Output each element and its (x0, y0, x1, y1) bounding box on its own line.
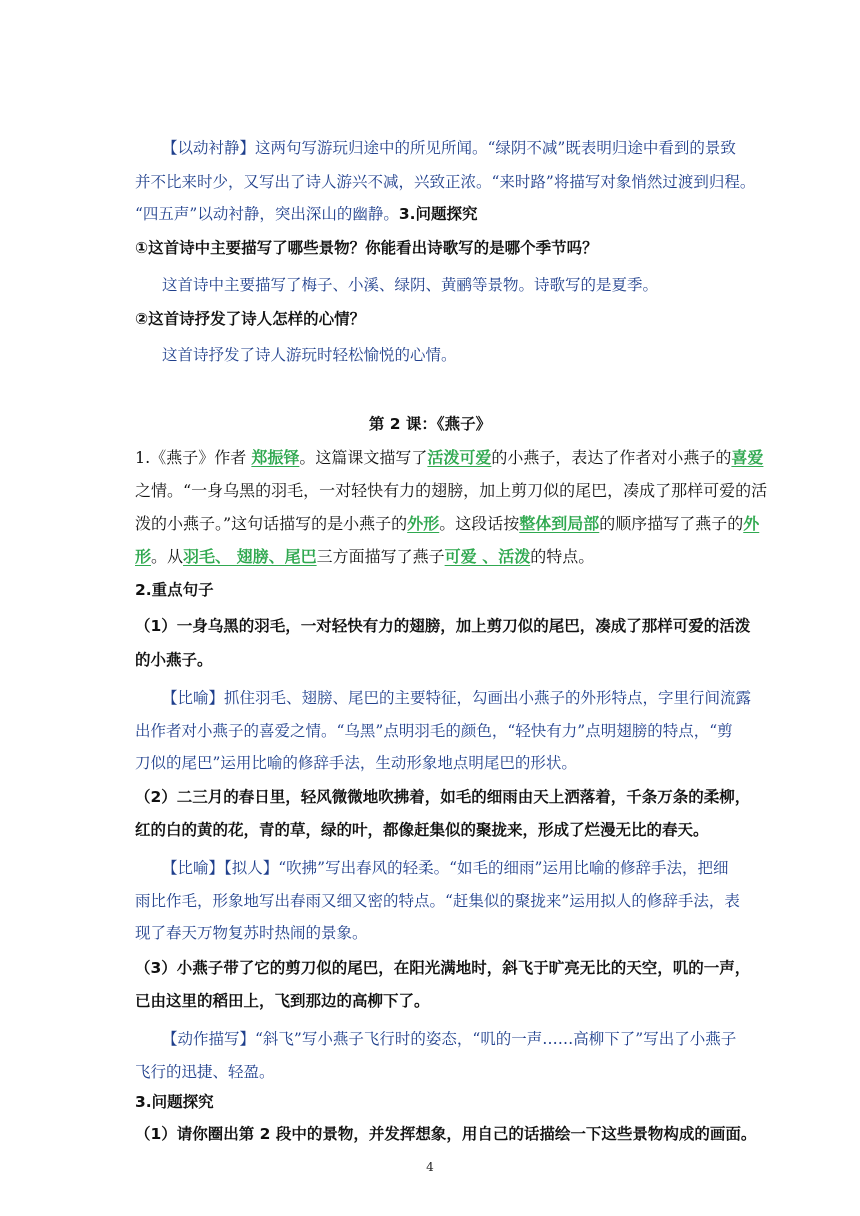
parts-answer: 羽毛、 翅膀、尾巴 (183, 547, 317, 566)
sentence-1-note-1: 【比喻】抓住羽毛、翅膀、尾巴的主要特征，勾画出小燕子的外形特点，字里行间流露 (162, 689, 752, 707)
lesson-paragraph-line-4 (135, 547, 594, 567)
text-fragment: 的特点。 (530, 547, 595, 566)
shape-answer-part-1: 外 (743, 514, 760, 533)
lesson-paragraph-line-2: 之情。“一身乌黑的羽毛，一对轻快有力的翅膀，加上剪刀似的尾巴，凑成了那样可爱的活 (135, 481, 768, 500)
text-fragment: 。这段话按 (439, 514, 520, 533)
page-number: 4 (426, 1160, 434, 1174)
question-1: ①这首诗中主要描写了哪些景物？你能看出诗歌写的是哪个季节吗？ (135, 239, 598, 257)
text-fragment: 三方面描写了燕子 (316, 547, 445, 566)
order-answer: 整体到局部 (519, 514, 600, 533)
explore-question-1: （1）请你圈出第 2 段中的景物，并发挥想象，用自己的话描绘一下这些景物构成的画面。 (135, 1125, 757, 1143)
intro-line-3 (135, 204, 478, 224)
sentence-2-note-1: 【比喻】【拟人】“吹拂”写出春风的轻柔。“如毛的细雨”运用比喻的修辞手法，把细 (162, 859, 729, 877)
sentence-2-line-1: （2）二三月的春日里，轻风微微地吹拂着，如毛的细雨由天上洒落着，千条万条的柔柳， (135, 788, 751, 806)
text-fragment: 1.《燕子》作者 (135, 448, 252, 467)
sentence-2-note-2: 雨比作毛，形象地写出春雨又细又密的特点。“赶集似的聚拢来”运用拟人的修辞手法，表 (135, 892, 740, 910)
problem-heading-1: 3.问题探究 (398, 205, 478, 223)
intro-line-3-text: “四五声”以动衬静，突出深山的幽静。 (135, 205, 399, 223)
text-fragment: 。这篇课文描写了 (299, 448, 428, 467)
sentence-3-line-1: （3）小燕子带了它的剪刀似的尾巴，在阳光满地时，斜飞于旷亮无比的天空，叽的一声， (135, 959, 751, 977)
sentence-2-line-2: 红的白的黄的花，青的草，绿的叶，都像赶集似的聚拢来，形成了烂漫无比的春天。 (135, 821, 709, 839)
sentence-3-note-1: 【动作描写】“斜飞”写小燕子飞行时的姿态，“叽的一声……高柳下了”写出了小燕子 (162, 1030, 737, 1048)
intro-line-1: 【以动衬静】这两句写游玩归途中的所见所闻。“绿阴不减”既表明归途中看到的景致 (162, 139, 736, 157)
intro-line-2: 并不比来时少，又写出了诗人游兴不减，兴致正浓。“来时路”将描写对象悄然过渡到归程。 (135, 173, 756, 191)
author-answer: 郑振铎 (251, 448, 300, 467)
sentence-2-note-3: 现了春天万物复苏时热闹的景象。 (135, 924, 368, 942)
answer-2: 这首诗抒发了诗人游玩时轻松愉悦的心情。 (162, 346, 457, 364)
sentence-3-note-2: 飞行的迅捷、轻盈。 (135, 1063, 275, 1081)
question-2: ②这首诗抒发了诗人怎样的心情？ (135, 310, 366, 328)
lesson-title: 第 2 课：《燕子》 (368, 415, 492, 433)
sentence-1-note-2: 出作者对小燕子的喜爱之情。“乌黑”点明羽毛的颜色，“轻快有力”点明翅膀的特点，“剪 (135, 722, 733, 740)
sentence-1-line-2: 的小燕子。 (135, 651, 213, 669)
shape-answer: 外形 (407, 514, 440, 533)
emotion-answer: 喜爱 (731, 448, 764, 467)
lesson-paragraph-line-1 (135, 448, 763, 468)
features-answer: 可爱 、活泼 (444, 547, 531, 566)
key-sentences-heading: 2.重点句子 (135, 581, 214, 599)
sentence-3-line-2: 已由这里的稻田上，飞到那边的高柳下了。 (135, 992, 430, 1010)
sentence-1-line-1: （1）一身乌黑的羽毛，一对轻快有力的翅膀，加上剪刀似的尾巴，凑成了那样可爱的活泼 (135, 617, 751, 635)
text-fragment: 泼的小燕子。”这句话描写的是小燕子的 (135, 514, 408, 533)
lesson-paragraph-line-3 (135, 514, 759, 534)
answer-1: 这首诗中主要描写了梅子、小溪、绿阴、黄鹂等景物。诗歌写的是夏季。 (162, 276, 659, 294)
text-fragment: 的小燕子，表达了作者对小燕子的 (491, 448, 732, 467)
explore-heading: 3.问题探究 (135, 1093, 214, 1111)
shape-answer-part-2: 形 (135, 547, 152, 566)
text-fragment: 。从 (151, 547, 184, 566)
sentence-1-note-3: 刀似的尾巴”运用比喻的修辞手法，生动形象地点明尾巴的形状。 (135, 754, 577, 772)
trait-answer: 活泼可爱 (427, 448, 492, 467)
text-fragment: 的顺序描写了燕子的 (599, 514, 744, 533)
